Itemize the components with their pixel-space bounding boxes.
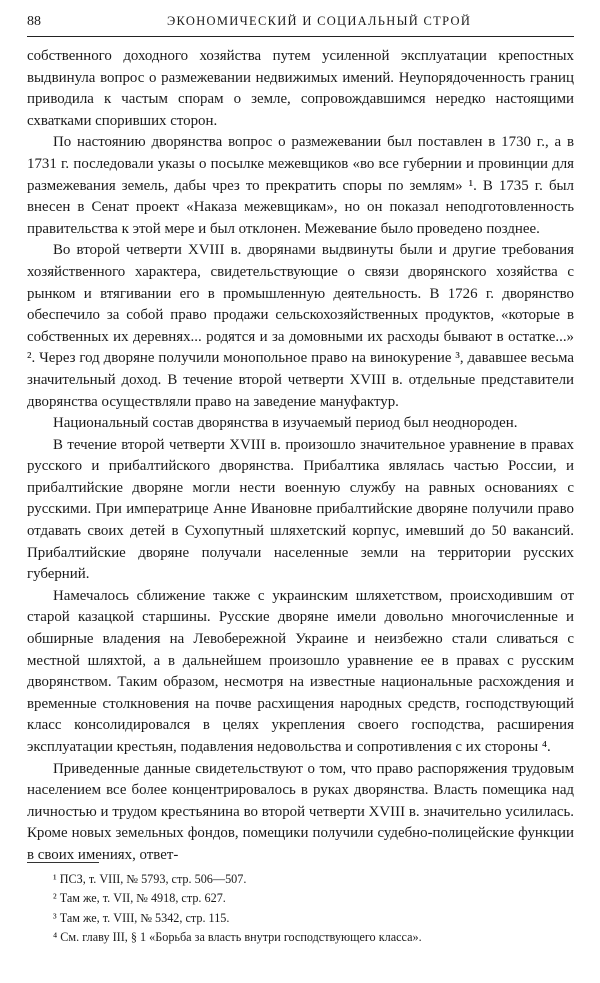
page-number: 88 (27, 14, 41, 29)
footnote-divider (27, 862, 99, 863)
footnote: ³ Там же, т. VIII, № 5342, стр. 115. (53, 910, 230, 925)
footnotes (27, 870, 574, 948)
paragraph: Во второй четверти XVIII в. дворянами выдвинуты были и другие требования хозяйственного характера, свидетельствующие о связи дворянского хозяйства с рынком и втягивании его в промышленную деятельность. В 1726 г. дворянство обеспечило за собой право продажи сельскохозяйственных продуктов, «которые в собственных их деревнях... родятся и за домовными их расходы бывают в остатке...» ². Через год дворяне получили монопольное право на винокурение ³, дававшее весьма значительный доход. В течение второй четверти XVIII в. отдельные представители дворянства осуществляли право на заведение мануфактур. (27, 242, 574, 410)
paragraph: По настоянию дворянства вопрос о размежевании был поставлен в 1730 г., а в 1731 г. последовали указы о посылке межевщиков «во все губернии и провинции для размежевания земель, дабы чрез то прекратить споры по землям» ¹. В 1735 г. был внесен в Сенат проект «Наказа межевщикам», но он показал неподготовленность правительства к этой мере и был отклонен. Межевание было проведено позднее. (27, 134, 574, 237)
running-title: ЭКОНОМИЧЕСКИЙ И СОЦИАЛЬНЫЙ СТРОЙ (167, 14, 472, 28)
footnote: ⁴ См. главу III, § 1 «Борьба за власть внутри господствующего класса». (53, 930, 422, 945)
footnote: ¹ ПСЗ, т. VIII, № 5793, стр. 506—507. (53, 872, 247, 886)
footnote: ² Там же, т. VII, № 4918, стр. 627. (53, 891, 226, 906)
main-text (27, 46, 574, 867)
paragraph: В течение второй четверти XVIII в. произошло значительное уравнение в правах русского и прибалтийского дворянства. Прибалтика являлась частью России, и прибалтийские дворяне могли нести военную службу на равных основаниях с русскими. При императрице Анне Ивановне прибалтийские дворяне получили право отдавать своих детей в Сухопутный шляхетский корпус, имевший до 50 вакансий. Прибалтийские дворяне получали населенные земли на территории русских губерний. (27, 436, 574, 583)
paragraph: Намечалось сближение также с украинским шляхетством, происходившим от старой казацкой старшины. Русские дворяне имели довольно многочисленные и обширные владения на Левобережной Украине и неизбежно стали сливаться с местной шляхтой, а в дальнейшем произошло уравнение ее в правах с русским дворянством. Таким образом, несмотря на известные национальные расхождения и временные столкновения на почве расхищения народных средств, господствующий класс консолидировался в целях укрепления своего господства, расширения эксплуатации крестьян, подавления недовольства и сопротивления с их стороны ⁴. (27, 587, 574, 755)
paragraph: Приведенные данные свидетельствуют о том, что право распоряжения трудовым населением все более концентрировалось в руках дворянства. Власть помещика над личностью и трудом крестьянина во второй четверти XVIII в. значительно усилилась. Кроме новых земельных фондов, помещики получили судебно-полицейские функции в своих имениях, ответ- (27, 760, 574, 863)
paragraph: собственного доходного хозяйства путем усиленной эксплуатации крепостных выдвинула вопрос о размежевании недвижимых имений. Неупорядоченность границ приводила к частым спорам о земле, сопровождавшимся нередко настоящими схватками споривших сторон. (27, 48, 574, 129)
paragraph: Национальный состав дворянства в изучаемый период был неоднороден. (53, 415, 518, 432)
page-header (27, 12, 574, 37)
